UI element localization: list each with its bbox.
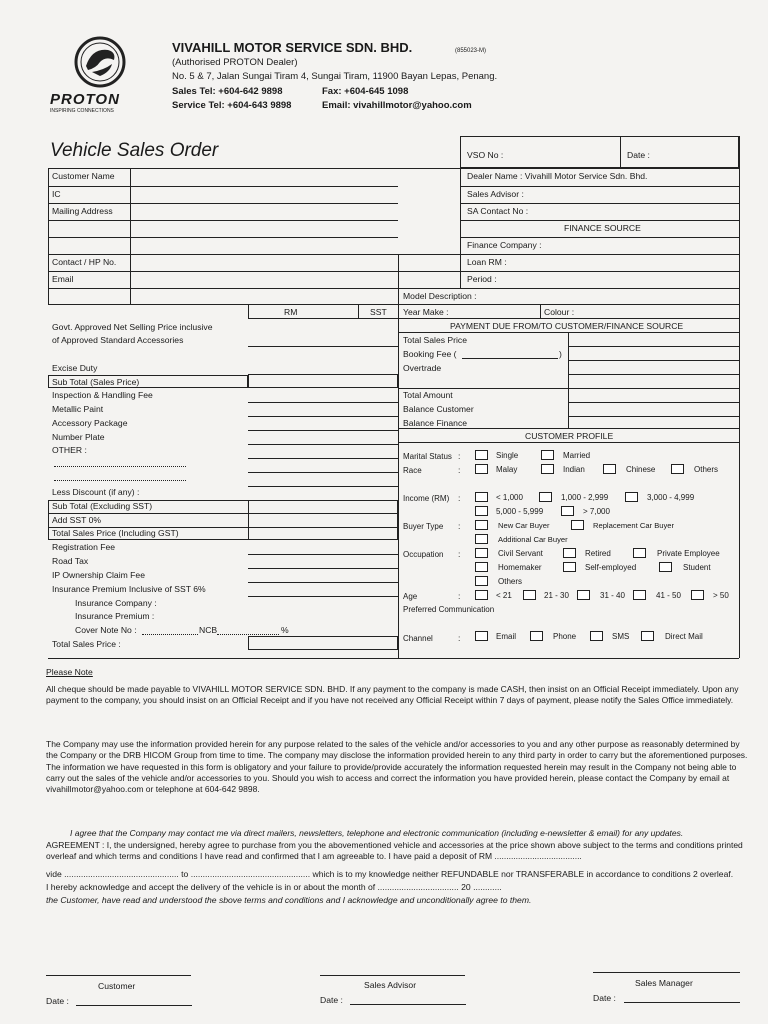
col-sst: SST <box>370 307 387 317</box>
option-label: Self-employed <box>585 563 637 572</box>
payment-item: Balance Customer <box>403 404 474 414</box>
checkbox-sms[interactable] <box>590 631 603 641</box>
email-contact: Email: vivahillmotor@yahoo.com <box>322 100 472 111</box>
label-colour: Colour : <box>544 307 575 317</box>
checkbox-age-2[interactable] <box>523 590 536 600</box>
input-contact[interactable] <box>131 255 397 270</box>
option-label: 3,000 - 4,999 <box>647 493 695 502</box>
price-row: Govt. Approved Net Selling Price inclusive <box>52 322 213 332</box>
checkbox-income-3[interactable] <box>625 492 638 502</box>
checkbox-email[interactable] <box>475 631 488 641</box>
label-income: Income (RM) <box>403 494 450 503</box>
price-row: Accessory Package <box>52 418 128 428</box>
agreement-vide: vide ................................................ to .................................................. which is to my knowledge neither REFUNDABLE nor TRANSFERABLE in accordance to conditions 2 overleaf. <box>46 869 734 879</box>
payment-item: Total Sales Price <box>403 335 468 345</box>
payment-heading: PAYMENT DUE FROM/TO CUSTOMER/FINANCE SOURCE <box>450 321 684 331</box>
checkbox-age-5[interactable] <box>691 590 704 600</box>
date-label: Date : <box>46 996 69 1006</box>
option-label: Single <box>496 451 519 460</box>
option-label: Additional Car Buyer <box>498 535 568 544</box>
checkbox-age-3[interactable] <box>577 590 590 600</box>
option-label: Replacement Car Buyer <box>593 521 675 530</box>
price-row: Add SST 0% <box>52 515 102 525</box>
finance-source-heading: FINANCE SOURCE <box>564 223 641 233</box>
please-note-heading: Please Note <box>46 667 93 677</box>
checkbox-occupation-others[interactable] <box>475 576 488 586</box>
price-row: OTHER : <box>52 445 87 455</box>
delivery-line: I hereby acknowledge and accept the delivery of the vehicle is in or about the month of .................................. 20 ............ <box>46 882 502 892</box>
price-row: Insurance Premium Inclusive of SST 6% <box>52 584 206 594</box>
checkbox-age-4[interactable] <box>633 590 646 600</box>
option-label: 41 - 50 <box>656 591 681 600</box>
label-finance-company: Finance Company : <box>467 240 542 250</box>
company-reg: (855023-M) <box>455 48 487 54</box>
label-year-make: Year Make : <box>403 307 449 317</box>
input-ic[interactable] <box>131 187 397 202</box>
input-email[interactable] <box>131 272 397 287</box>
label-loan: Loan RM : <box>467 257 507 267</box>
option-label: 5,000 - 5,999 <box>496 507 544 516</box>
date-label: Date : <box>593 993 616 1003</box>
profile-heading: CUSTOMER PROFILE <box>525 431 614 441</box>
option-label: Married <box>563 451 591 460</box>
option-label: Malay <box>496 465 518 474</box>
company-address: No. 5 & 7, Jalan Sungai Tiram 4, Sungai Tiram, 11900 Bayan Lepas, Penang. <box>172 71 498 82</box>
option-label: Private Employee <box>657 549 720 558</box>
payment-item: ) <box>559 349 562 359</box>
checkbox-single[interactable] <box>475 450 488 460</box>
note-paragraph-1: All cheque should be made payable to VIVAHILL MOTOR SERVICE SDN. BHD. If any payment to the company is made CASH, then insist on an Official Receipt immediately. Upon any payment to the company, you should insist on an Official Receipt and if you have not received any Official Receipt within 7 days of payment, please notify the Sales Office immediately. <box>46 684 739 706</box>
input-customer-name[interactable] <box>131 169 397 185</box>
page-title: Vehicle Sales Order <box>50 140 219 161</box>
checkbox-self-employed[interactable] <box>563 562 576 572</box>
option-label: SMS <box>612 632 630 641</box>
label-marital: Marital Status <box>403 452 452 461</box>
payment-item: Total Amount <box>403 390 453 400</box>
checkbox-private-employee[interactable] <box>633 548 646 558</box>
note-paragraph-2: The Company may use the information provided herein for any purpose related to the sales of the vehicle and/or accessories to you and any other purpose as reasonably determined by the Company or the DRB HICOM Group from time to time. The company may disclose the information provided herein to any third party in order to carry but the aforementioned purposes. The information we have requested in this form is obligatory and your failure to provide/provide accurately the information requested herein may result in the Company not being able to carry out the sales of the vehicle and/or accessories to you. Should you wish to access and correct the information you have provided herein, please contact the Company by email at vivahillmotor@yahoo.com or telephone at 604-642 9898. <box>46 739 748 795</box>
label-ic: IC <box>52 189 61 199</box>
price-row: Insurance Premium : <box>75 611 155 621</box>
fax: Fax: +604-645 1098 <box>322 86 409 97</box>
label-email: Email <box>52 274 74 284</box>
company-name: VIVAHILL MOTOR SERVICE SDN. BHD. <box>172 40 413 55</box>
option-label: New Car Buyer <box>498 521 550 530</box>
option-label: > 50 <box>713 591 729 600</box>
label-customer-name: Customer Name <box>52 171 115 181</box>
option-label: Civil Servant <box>498 549 543 558</box>
acknowledge-line: the Customer, have read and understood the sbove terms and conditions and I acknowledge and unconditionally agree to them. <box>46 895 532 905</box>
label-model: Model Description : <box>403 291 477 301</box>
label-vso-no: VSO No : <box>467 150 504 160</box>
label-age: Age <box>403 592 418 601</box>
signature-advisor: Sales Advisor <box>364 980 417 990</box>
option-label: Retired <box>585 549 611 558</box>
price-row: Insurance Company : <box>75 598 157 608</box>
checkbox-income-4[interactable] <box>475 506 488 516</box>
payment-item: Booking Fee ( <box>403 349 457 359</box>
label-mailing-address: Mailing Address <box>52 206 113 216</box>
checkbox-new-buyer[interactable] <box>475 520 488 530</box>
checkbox-direct-mail[interactable] <box>641 631 654 641</box>
label-channel: Channel <box>403 634 433 643</box>
consent-line: I agree that the Company may contact me via direct mailers, newsletters, telephone and electronic communication (including e-newsletter & email) for any updates. <box>70 828 684 838</box>
signature-customer: Customer <box>98 981 136 991</box>
brand-name: PROTON <box>50 91 120 108</box>
brand-tagline: INSPIRING CONNECTIONS <box>50 108 114 114</box>
option-label: < 21 <box>496 591 512 600</box>
checkbox-student[interactable] <box>659 562 672 572</box>
checkbox-married[interactable] <box>541 450 554 460</box>
label-sa-contact: SA Contact No : <box>467 206 529 216</box>
agreement-paragraph: AGREEMENT : I, the undersigned, hereby agree to purchase from you the abovementioned vehicle and accessories at the price shown above subject to the terms and conditions printed overleaf and which terms and conditions I have read and confirmed that I am agreeable to. I have paid a deposit of RM ..................................... <box>46 840 743 862</box>
option-label: 21 - 30 <box>544 591 569 600</box>
option-label: Direct Mail <box>665 632 703 641</box>
sales-tel: Sales Tel: +604-642 9898 <box>172 86 283 97</box>
option-label: Indian <box>563 465 585 474</box>
price-row: Less Discount (if any) : <box>52 487 140 497</box>
option-label: Student <box>683 563 711 572</box>
label-occupation: Occupation <box>403 550 444 559</box>
label-preferred-comm: Preferred Communication <box>403 605 495 614</box>
label-date: Date : <box>627 150 650 160</box>
price-row: Total Sales Price : <box>52 639 121 649</box>
price-row: Cover Note No : <box>75 625 137 635</box>
price-row: Total Sales Price (Including GST) <box>52 528 179 538</box>
label-sales-advisor: Sales Advisor : <box>467 189 524 199</box>
option-label: Homemaker <box>498 563 542 572</box>
dealer-line: (Authorised PROTON Dealer) <box>172 57 298 68</box>
label-contact: Contact / HP No. <box>52 257 117 267</box>
price-row: Metallic Paint <box>52 404 104 414</box>
price-row: Registration Fee <box>52 542 116 552</box>
option-label: 31 - 40 <box>600 591 625 600</box>
checkbox-income-2[interactable] <box>539 492 552 502</box>
signature-manager: Sales Manager <box>635 978 693 988</box>
checkbox-age-1[interactable] <box>475 590 488 600</box>
checkbox-indian[interactable] <box>541 464 554 474</box>
price-row: Sub Total (Sales Price) <box>52 377 140 387</box>
option-label: Email <box>496 632 517 641</box>
payment-item: Balance Finance <box>403 418 468 428</box>
price-row: Sub Total (Excluding SST) <box>52 501 153 511</box>
checkbox-phone[interactable] <box>530 631 543 641</box>
price-row: Inspection & Handling Fee <box>52 390 153 400</box>
label-buyer-type: Buyer Type <box>403 522 444 531</box>
service-tel: Service Tel: +604-643 9898 <box>172 100 292 111</box>
date-label: Date : <box>320 995 343 1005</box>
checkbox-civil-servant[interactable] <box>475 548 488 558</box>
option-label: < 1,000 <box>496 493 523 502</box>
checkbox-income-1[interactable] <box>475 492 488 502</box>
price-row: % <box>281 625 289 635</box>
price-row: Excise Duty <box>52 363 98 373</box>
checkbox-additional-buyer[interactable] <box>475 534 488 544</box>
price-row: IP Ownership Claim Fee <box>52 570 145 580</box>
checkbox-homemaker[interactable] <box>475 562 488 572</box>
label-period: Period : <box>467 274 497 284</box>
option-label: Others <box>694 465 719 474</box>
label-race: Race <box>403 466 422 475</box>
checkbox-replacement-buyer[interactable] <box>571 520 584 530</box>
option-label: Others <box>498 577 523 586</box>
input-mailing-address[interactable] <box>131 204 397 253</box>
price-row: NCB <box>199 625 218 635</box>
checkbox-retired[interactable] <box>563 548 576 558</box>
checkbox-race-others[interactable] <box>671 464 684 474</box>
col-rm: RM <box>284 307 298 317</box>
option-label: > 7,000 <box>583 507 610 516</box>
label-dealer-name: Dealer Name : Vivahill Motor Service Sdn. Bhd. <box>467 171 648 181</box>
checkbox-malay[interactable] <box>475 464 488 474</box>
option-label: Chinese <box>626 465 656 474</box>
price-row: Road Tax <box>52 556 89 566</box>
price-row: of Approved Standard Accessories <box>52 335 184 345</box>
checkbox-chinese[interactable] <box>603 464 616 474</box>
option-label: Phone <box>553 632 577 641</box>
option-label: 1,000 - 2,999 <box>561 493 609 502</box>
payment-item: Overtrade <box>403 363 442 373</box>
checkbox-income-5[interactable] <box>561 506 574 516</box>
price-row: Number Plate <box>52 432 105 442</box>
